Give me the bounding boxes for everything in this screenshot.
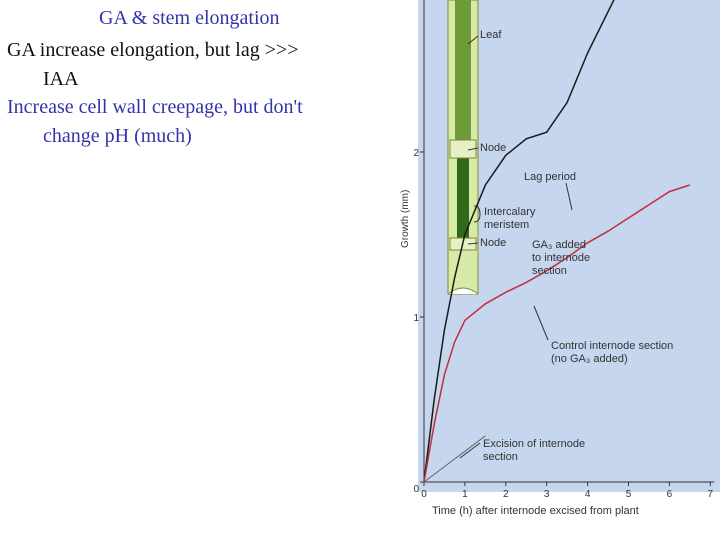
x-tick-label: 4 (584, 489, 591, 500)
label-ga-2: to internode (532, 252, 591, 264)
x-tick-label: 0 (421, 489, 427, 500)
bullet-2-line-1: Increase cell wall creepage, but don't (7, 96, 303, 118)
label-control-2: (no GA₃ added) (551, 353, 628, 365)
stem-illustration (448, 0, 478, 294)
x-tick-label: 2 (503, 489, 509, 500)
label-excision-2: section (483, 451, 518, 463)
label-meristem-2: meristem (484, 219, 530, 231)
label-node-top: Node (480, 142, 507, 154)
bullet-1-line-2: IAA (43, 68, 79, 90)
x-tick-label: 7 (707, 489, 714, 500)
y-tick-label: 0 (413, 484, 419, 495)
x-tick-label: 3 (543, 489, 550, 500)
x-axis-label: Time (h) after internode excised from plant (432, 505, 639, 517)
bullet-2-line-2: change pH (much) (43, 125, 192, 147)
label-ga-3: section (532, 265, 567, 277)
label-node-bottom: Node (480, 237, 507, 249)
bullet-1-line-1: GA increase elongation, but lag >>> (7, 39, 299, 61)
x-tick-label: 6 (666, 489, 673, 500)
label-lag-period: Lag period (524, 171, 576, 183)
label-leaf: Leaf (480, 29, 502, 41)
label-meristem-1: Intercalary (484, 206, 536, 218)
slide-title: GA & stem elongation (99, 7, 280, 29)
label-excision-1: Excision of internode (483, 438, 586, 450)
y-tick-label: 2 (413, 148, 419, 159)
label-ga-1: GA₃ added (532, 239, 587, 251)
y-axis-label: Growth (mm) (400, 189, 411, 248)
label-control-1: Control internode section (551, 340, 674, 352)
x-tick-label: 1 (462, 489, 468, 500)
x-tick-label: 5 (625, 489, 632, 500)
y-tick-label: 1 (413, 313, 419, 324)
